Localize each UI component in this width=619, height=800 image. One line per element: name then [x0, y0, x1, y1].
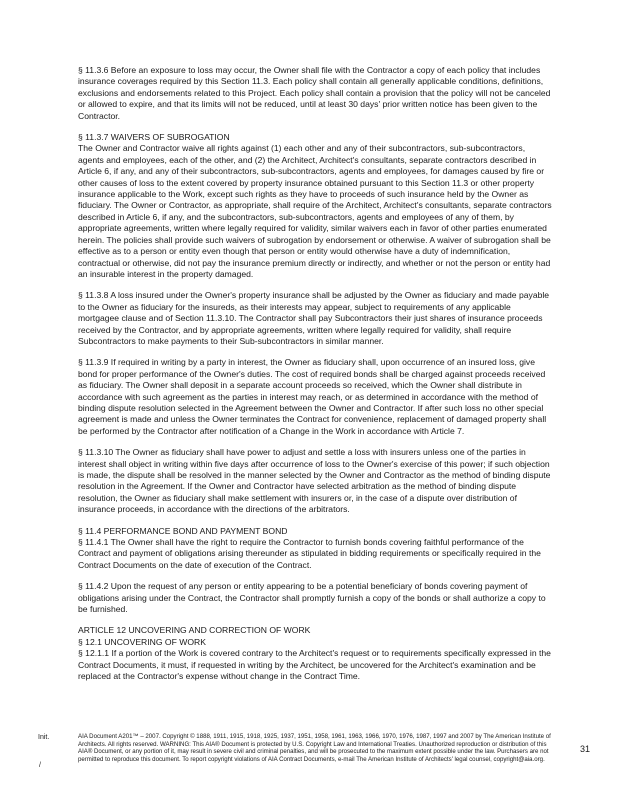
- section-11-4-2: § 11.4.2 Upon the request of any person or entity appearing to be a potential beneficiary of bonds covering payment of obligations arising under the Contract, the Contractor shall promptly furnish a copy of the bonds or shall authorize a copy to be furnished.: [78, 581, 546, 615]
- section-11-3-10: § 11.3.10 The Owner as fiduciary shall have power to adjust and settle a loss with insurers unless one of the parties in interest shall object in writing within five days after occurrence of loss to the Owner's exercise of this power; if such objection is made, the dispute shall be resolved in the manner selected by the Owner and Contractor as the method of binding dispute resolution in the Agreement. If the Owner and Contractor have selected arbitration as the method of binding dispute resolution, the Owner as fiduciary shall make settlement with insurers or, in the case of a dispute over distribution of insurance proceeds, in accordance with the directions of the arbitrators.: [78, 447, 551, 515]
- section-11-4: [78, 526, 553, 572]
- initials-label: Init.: [38, 734, 50, 741]
- document-body: [78, 65, 553, 683]
- section-heading: § 11.4 PERFORMANCE BOND AND PAYMENT BOND: [78, 525, 288, 536]
- page-number: 31: [580, 744, 591, 754]
- section-text: § 11.4.1 The Owner shall have the right to require the Contractor to furnish bonds covering faithful performance of the Contract and payment of obligations arising thereunder as stipulated in bidding requirements or specifically required in the Contract Documents on the date of execution of the Contract.: [78, 537, 541, 570]
- article-heading: ARTICLE 12 UNCOVERING AND CORRECTION OF WORK: [78, 625, 311, 636]
- section-heading: § 12.1 UNCOVERING OF WORK: [78, 636, 206, 647]
- section-11-3-9: § 11.3.9 If required in writing by a party in interest, the Owner as fiduciary shall, upon occurrence of an insured loss, give bond for proper performance of the Owner's duties. The cost of required bonds shall be charged against proceeds received as fiduciary. The Owner shall deposit in a separate account proceeds so received, which the Owner shall distribute in accordance with such agreement as the parties in interest may reach, or as determined in accordance with the method of binding dispute resolution selected in the Agreement between the Owner and Contractor. If after such loss no other special agreement is made and unless the Owner terminates the Contract for convenience, replacement of damaged property shall be performed by the Contractor after notification of a Change in the Work in accordance with Article 7.: [78, 357, 547, 436]
- section-11-3-7: [78, 132, 553, 280]
- section-text: The Owner and Contractor waive all rights against (1) each other and any of their subcontractors, sub-subcontractors, agents and employees, each of the other, and (2) the Architect, Architect's consultants, separate contractors described in Article 6, if any, and any of their subcontractors, sub-subcontractors, agents and employees, for damages caused by fire or other causes of loss to the extent covered by property insurance obtained pursuant to this Section 11.3 or other property insurance applicable to the Work, except such rights as they have to proceeds of such insurance held by the Owner as fiduciary. The Owner or Contractor, as appropriate, shall require of the Architect, Architect's consultants, separate contractors described in Article 6, if any, and the subcontractors, sub-subcontractors, agents and employees of any of them, by appropriate agreements, written where legally required for validity, similar waivers each in favor of other parties enumerated herein. The policies shall provide such waivers of subrogation by endorsement or otherwise. A waiver of subrogation shall be effective as to a person or entity even though that person or entity would otherwise have a duty of indemnification, contractual or otherwise, did not pay the insurance premium directly or indirectly, and whether or not the person or entity had an insurable interest in the property damaged.: [78, 143, 552, 279]
- section-11-3-8: § 11.3.8 A loss insured under the Owner's property insurance shall be adjusted by the Owner as fiduciary and made payable to the Owner as fiduciary for the insureds, as their interests may appear, subject to requirements of any applicable mortgagee clause and of Section 11.3.10. The Contractor shall pay Subcontractors their just shares of insurance proceeds received by the Contractor, and by appropriate agreements, written where legally required for validity, shall require Subcontractors to make payments to their Sub-subcontractors in similar manner.: [78, 290, 550, 346]
- initials-slash: /: [39, 762, 41, 769]
- section-11-3-6: § 11.3.6 Before an exposure to loss may occur, the Owner shall file with the Contractor a copy of each policy that includes insurance coverages required by this Section 11.3. Each policy shall contain all generally applicable conditions, definitions, exclusions and endorsements related to this Project. Each policy shall contain a provision that the policy will not be canceled or allowed to expire, and that its limits will not be reduced, until at least 30 days' prior written notice has been given to the Contractor.: [78, 65, 551, 121]
- article-12: [78, 625, 553, 682]
- section-text: § 12.1.1 If a portion of the Work is covered contrary to the Architect's request or to requirements specifically expressed in the Contract Documents, it must, if requested in writing by the Architect, be uncovered for the Architect's examination and be replaced at the Contractor's expense without change in the Contract Time.: [78, 648, 551, 682]
- section-heading: § 11.3.7 WAIVERS OF SUBROGATION: [78, 132, 230, 143]
- copyright-footer: AIA Document A201™ – 2007. Copyright © 1888, 1911, 1915, 1918, 1925, 1937, 1951, 1958, 1961, 1963, 1966, 1970, 1976, 1987, 1997 and 2007 by The American Institute of Architects. All rights reserved. WARNING: This AIA® Document is protected by U.S. Copyright Law and International Treaties. Unauthorized reproduction or distribution of this AIA® Document, or any portion of it, may result in severe civil and criminal penalties, and will be prosecuted to the maximum extent possible under the law. Purchasers are not permitted to reproduce this document. To report copyright violations of AIA Contract Documents, e-mail The American Institute of Architects' legal counsel, copyright@aia.org.: [78, 733, 551, 763]
